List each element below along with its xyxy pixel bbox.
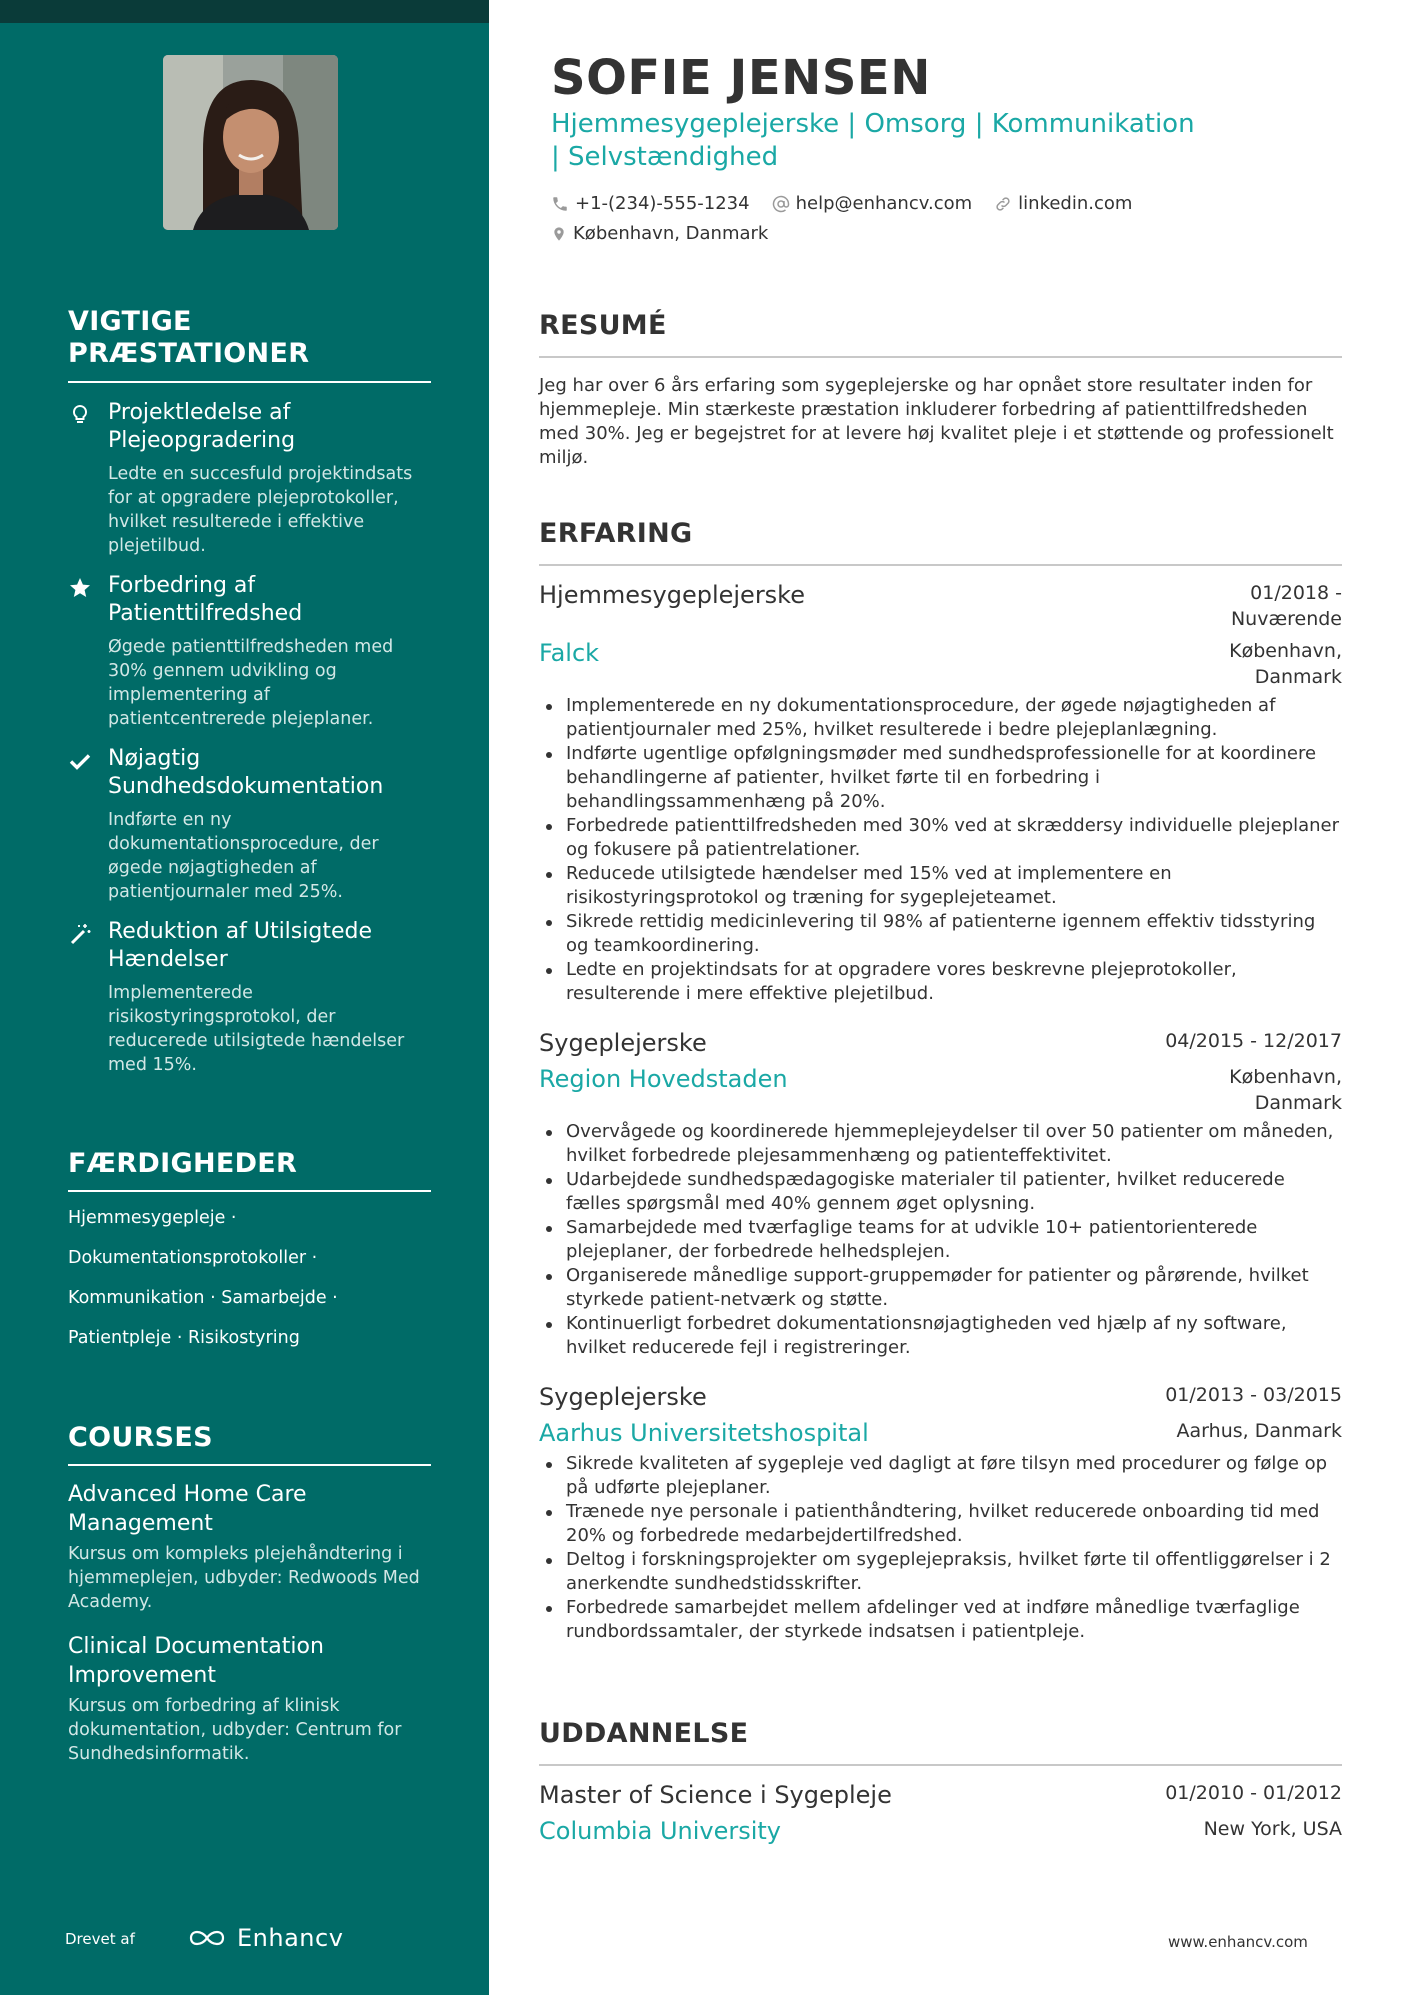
sidebar-top-band [0,0,489,23]
job-location: København, Danmark [1229,1066,1342,1115]
achievement-title: Nøjagtig Sundhedsdokumentation [108,745,384,799]
education-section [539,1718,1342,1846]
skill-row: Dokumentationsprotokoller · [68,1248,318,1269]
location-text: København, Danmark [573,223,769,244]
contact-row [551,193,1154,214]
job-title: Sygeplejerske [539,1029,707,1058]
achievement-item [68,572,431,731]
courses-title: COURSES [68,1422,431,1466]
headline: Hjemmesygeplejerske | Omsorg | Kommunikation | Selvstændighed [551,109,1195,172]
lightbulb-icon [68,403,92,427]
infinity-logo-icon [185,1926,229,1950]
education-location: New York, USA [1203,1818,1342,1841]
experience-section [539,518,1342,1644]
achievement-title: Projektledelse af Plejeopgradering [108,399,296,453]
job-date: 01/2018 - Nuværende [1230,582,1342,631]
achievement-description: Indførte en ny dokumentationsprocedure, der øgede nøjagtigheden af patientjournaler med 25%. [108,809,379,902]
skills-list [68,1206,431,1350]
job-bullet: Overvågede og koordinerede hjemmeplejeydelser til over 50 patienter om måneden, hvilket forbedrede plejesammenhæng og patienteffektivitet. [539,1120,1342,1168]
at-sign-icon [772,195,790,213]
powered-by-label: Drevet af [65,1930,135,1948]
job-entry [539,1028,1342,1360]
email-contact[interactable] [772,193,973,214]
skill-row: Hjemmesygepleje · [68,1208,237,1229]
job-bullet: Ledte en projektindsats for at opgradere vores beskrevne plejeprotokoller, resulterende i mere effektive plejetilbud. [539,958,1342,1006]
summary-text: Jeg har over 6 års erfaring som sygeplejerske og har opnået store resultater inden for hjemmepleje. Min stærkeste præstation inkluderer forbedring af patienttilfredsheden med 30%. Jeg er begejstret for at levere høj kvalitet pleje i et støttende og professionelt miljø. [539,375,1334,469]
job-company: Aarhus Universitetshospital [539,1419,869,1448]
skill-row: Patientpleje · Risikostyring [68,1328,300,1349]
job-bullet: Udarbejdede sundhedspædagogiske materialer til patienter, hvilket reducerede fælles spørgsmål med 40% gennem øget oplysning. [539,1168,1342,1216]
job-bullet: Sikrede rettidig medicinlevering til 98% af patienterne igennem effektiv tidsstyring og teamkoordinering. [539,910,1342,958]
job-bullet: Organiserede månedlige support-gruppemøder for patienter og pårørende, hvilket styrkede patient-netværk og støtte. [539,1264,1342,1312]
skills-title: FÆRDIGHEDER [68,1148,431,1192]
location-pin-icon [551,225,567,243]
job-bullets [539,1120,1342,1360]
job-bullet: Kontinuerligt forbedret dokumentationsnøjagtigheden ved hjælp af ny software, hvilket reducerede fejl i registreringer. [539,1312,1342,1360]
course-item [68,1632,431,1766]
phone-contact[interactable] [551,193,750,214]
education-date: 01/2010 - 01/2012 [1165,1782,1342,1805]
job-bullet: Forbedrede samarbejdet mellem afdelinger ved at indføre månedlige tværfaglige rundbordssamtaler, der styrkede indsatsen i patientpleje. [539,1596,1342,1644]
achievement-description: Øgede patienttilfredsheden med 30% gennem udvikling og implementering af patientcentrerede plejeplaner. [108,636,394,729]
achievement-description: Ledte en succesfuld projektindsats for at opgradere plejeprotokoller, hvilket resulterede i effektive plejetilbud. [108,463,413,556]
achievement-description: Implementerede risikostyringsprotokol, der reducerede utilsigtede hændelser med 15%. [108,982,405,1075]
star-icon [68,576,92,600]
job-title: Hjemmesygeplejerske [539,581,805,610]
job-company: Region Hovedstaden [539,1065,788,1094]
profile-photo [163,55,338,230]
achievement-item [68,399,431,558]
courses-section [68,1422,431,1766]
phone-icon [551,195,569,213]
linkedin-contact[interactable] [994,193,1132,214]
enhancv-logo[interactable] [185,1924,343,1952]
experience-title: ERFARING [539,518,1342,566]
achievement-item [68,918,431,1077]
summary-title: RESUMÉ [539,310,1342,358]
skill-row: Kommunikation · Samarbejde · [68,1288,338,1309]
achievement-title: Forbedring af Patienttilfredshed [108,572,303,626]
education-entry [539,1780,1342,1846]
job-bullet: Trænede nye personale i patienthåndtering, hvilket reducerede onboarding tid med 20% og forbedrede medarbejdertilfredshed. [539,1500,1342,1548]
job-bullet: Indførte ugentlige opfølgningsmøder med sundhedsprofessionelle for at koordinere behandlingerne af patienter, hvilket førte til en forbedring i behandlingssammenhæng på 20%. [539,742,1342,814]
course-description: Kursus om kompleks plejehåndtering i hjemmeplejen, udbyder: Redwoods Med Academy. [68,1544,420,1613]
achievements-title: VIGTIGE PRÆSTATIONER [68,306,431,383]
achievement-title: Reduktion af Utilsigtede Hændelser [108,918,372,972]
profile-photo-illustration [163,55,338,230]
job-date: 04/2015 - 12/2017 [1165,1030,1342,1053]
course-title: Clinical Documentation Improvement [68,1634,324,1689]
summary-section [539,310,1342,470]
phone-text: +1-(234)-555-1234 [575,193,750,214]
contact-row [551,223,790,244]
course-title: Advanced Home Care Management [68,1482,307,1537]
course-item [68,1480,431,1614]
job-bullet: Samarbejdede med tværfaglige teams for at udvikle 10+ patientorienterede plejeplaner, der forbedrede helhedsplejen. [539,1216,1342,1264]
enhancv-brand-text: Enhancv [237,1924,344,1952]
job-bullet: Forbedrede patienttilfredsheden med 30% ved at skræddersy individuelle plejeplaner og fokusere på patientrelationer. [539,814,1342,862]
footer-website-link[interactable]: www.enhancv.com [1168,1933,1308,1951]
linkedin-text: linkedin.com [1018,193,1133,214]
achievement-item [68,745,431,904]
location-contact [551,223,768,244]
education-title: UDDANNELSE [539,1718,1342,1766]
job-bullet: Deltog i forskningsprojekter om sygeplejepraksis, hvilket førte til offentliggørelser i 2 anerkendte sundhedstidsskrifter. [539,1548,1342,1596]
magic-wand-icon [68,922,92,946]
job-bullet: Implementerede en ny dokumentationsprocedure, der øgede nøjagtigheden af patientjournaler med 25%, hvilket resulterede i bedre plejeplanlægning. [539,694,1342,742]
job-company: Falck [539,639,600,668]
course-description: Kursus om forbedring af klinisk dokumentation, udbyder: Centrum for Sundhedsinformatik. [68,1696,402,1765]
job-bullet: Reducede utilsigtede hændelser med 15% ved at implementere en risikostyringsprotokol og træning for sygeplejeteamet. [539,862,1342,910]
checkmark-icon [68,749,92,773]
email-text: help@enhancv.com [795,193,973,214]
job-bullets [539,694,1342,1006]
skills-section [68,1148,431,1366]
job-entry [539,1382,1342,1644]
sidebar [0,0,489,1995]
job-bullets [539,1452,1342,1644]
school-name: Columbia University [539,1817,782,1846]
achievements-section [68,306,431,1077]
link-icon [994,195,1012,213]
candidate-name: SOFIE JENSEN [551,50,931,106]
job-entry [539,580,1342,1006]
degree-title: Master of Science i Sygepleje [539,1781,892,1810]
job-date: 01/2013 - 03/2015 [1165,1384,1342,1407]
job-title: Sygeplejerske [539,1383,707,1412]
job-location: København, Danmark [1229,640,1342,689]
job-bullet: Sikrede kvaliteten af sygepleje ved dagligt at føre tilsyn med procedurer og følge op på udførte plejeplaner. [539,1452,1342,1500]
job-location: Aarhus, Danmark [1176,1420,1342,1443]
main-content [539,0,1342,1995]
